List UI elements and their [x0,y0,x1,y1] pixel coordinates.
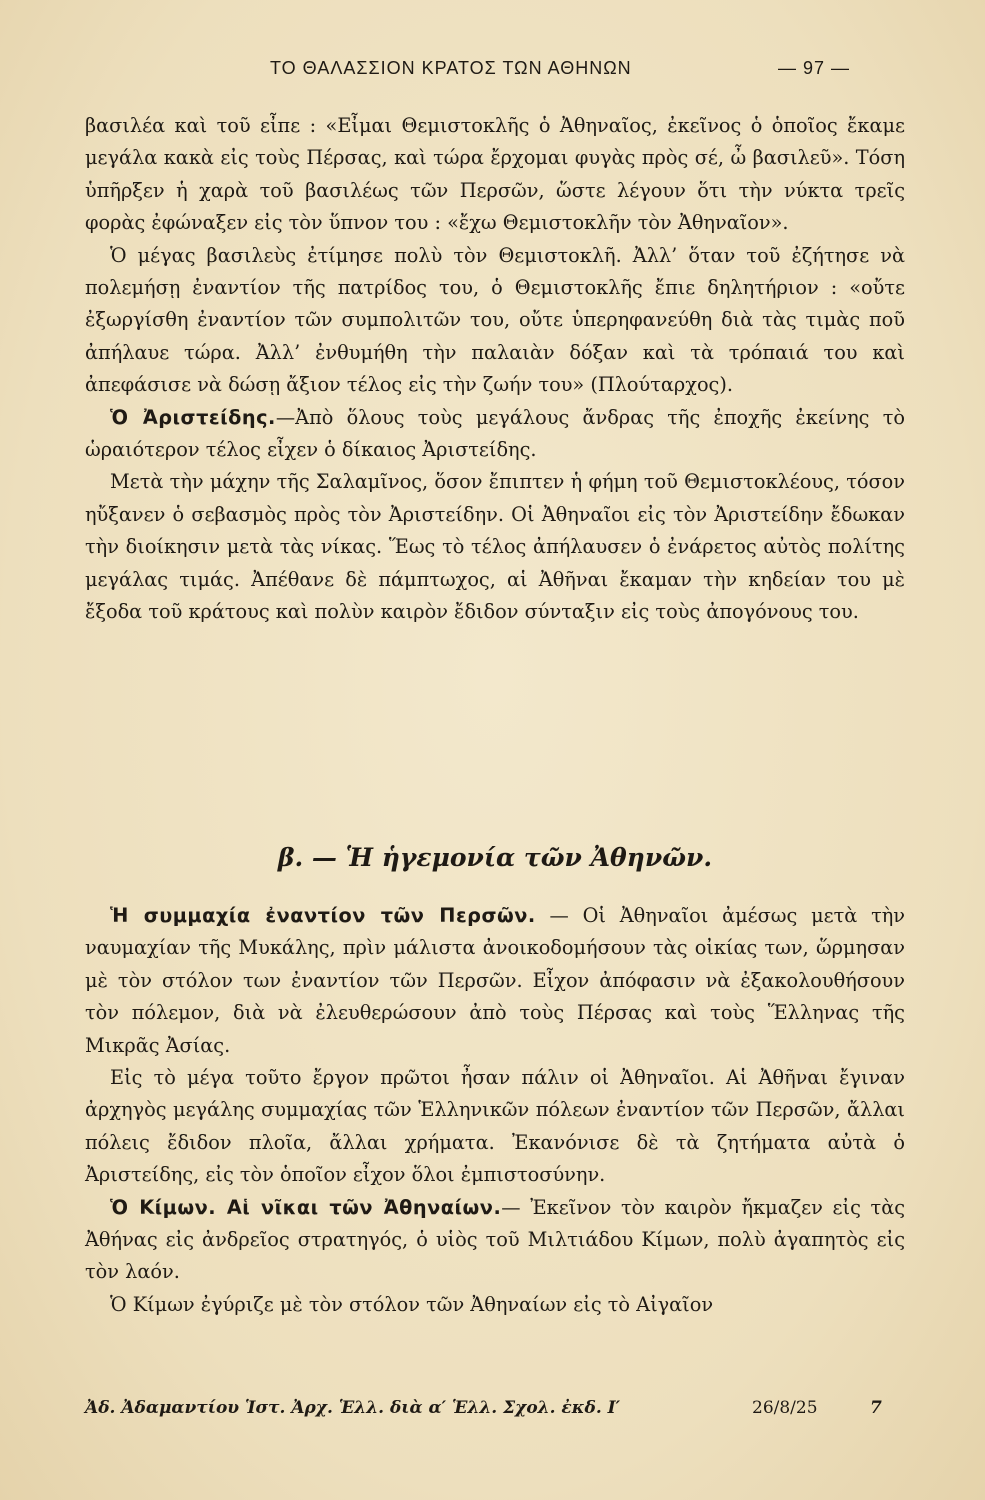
footer-date: 26/8/25 [752,1398,818,1418]
paragraph [85,1192,905,1289]
paragraph-text: — Ἐκεῖνον τὸν καιρὸν ἤκμαζεν εἰς τὰς Ἀθήνας εἰς ἀνδρεῖος στρατηγός, ὁ υἱὸς τοῦ Μιλτιάδου Κίμων, πολὺ ἀγαπητὸς εἰς τὸν λαόν. [85,1195,906,1284]
paragraph [85,1289,905,1321]
paragraph-text: βασιλέα καὶ τοῦ εἶπε : «Εἶμαι Θεμιστοκλῆς ὁ Ἀθηναῖος, ἐκεῖνος ὁ ὁποῖος ἔκαμε μεγάλα κακὰ εἰς τοὺς Πέρσας, καὶ τώρα ἔρχομαι φυγὰς πρὸς σέ, ὦ βασιλεῦ». Τόση ὑπῆρξεν ἡ χαρὰ τοῦ βασιλέως τῶν Περσῶν, ὥστε λέγουν ὅτι τὴν νύκτα τρεῖς φορὰς ἐφώναξεν εἰς τὸν ὕπνον του : «ἔχω Θεμιστοκλῆν τὸν Ἀθηναῖον». [85,114,905,235]
paragraph-lead: Ὁ Ἀριστείδης. [110,405,276,429]
page-number: — 97 — [778,58,851,78]
paragraph [85,402,905,467]
paragraph [85,466,905,628]
paragraph-lead: Ἡ συμμαχία ἐναντίον τῶν Περσῶν. [110,904,536,927]
paragraph [85,110,905,240]
paragraph-text: Εἰς τὸ μέγα τοῦτο ἔργον πρῶτοι ἦσαν πάλιν οἱ Ἀθηναῖοι. Αἱ Ἀθῆναι ἔγιναν ἀρχηγὸς μεγάλης συμμαχίας τῶν Ἑλληνικῶν πόλεων ἐναντίον τῶν Περσῶν, ἄλλαι πόλεις ἔδιδον πλοῖα, ἄλλαι χρήματα. Ἐκανόνισε δὲ τὰ ζητήματα αὐτὰ ὁ Ἀριστείδης, εἰς τὸν ὁποῖον εἶχον ὅλοι ἐμπιστοσύνην. [85,1066,905,1187]
body-text-bottom [85,900,905,1321]
body-text-top [85,110,905,629]
paragraph [85,1062,905,1192]
section-heading: β. — Ἡ ἡγεμονία τῶν Ἀθηνῶν. [277,843,713,872]
paragraph-text: Ὁ μέγας βασιλεὺς ἐτίμησε πολὺ τὸν Θεμιστοκλῆ. Ἀλλ’ ὅταν τοῦ ἐζήτησε νὰ πολεμήσῃ ἐναντίον τῆς πατρίδος του, ὁ Θεμιστοκλῆς ἔπιε δηλητήριον : «οὔτε ἐξωργίσθη ἐναντίον τῶν συμπολιτῶν του, οὔτε ὑπερηφανεύθη διὰ τὰς τιμὰς ποῦ ἀπήλαυε τώρα. Ἀλλ’ ἐνθυμήθη τὴν παλαιὰν δόξαν καὶ τὰ τρόπαιά του καὶ ἀπεφάσισε νὰ δώσῃ ἄξιον τέλος εἰς τὴν ζωήν του» (Πλούταρχος). [85,243,905,397]
paragraph-text: —Ἀπὸ ὅλους τοὺς μεγάλους ἄνδρας τῆς ἐποχῆς ἐκείνης τὸ ὡραιότερον τέλος εἶχεν ὁ δίκαιος Ἀριστείδης. [85,405,905,462]
page-footer [85,1398,905,1424]
paragraph [85,900,905,1062]
header-title: ΤΟ ΘΑΛΑΣΣΙΟΝ ΚΡΑΤΟΣ ΤΩΝ ΑΘΗΝΩΝ [270,58,632,78]
paragraph [85,240,905,402]
footer-signature: 7 [870,1398,882,1418]
paragraph-text: — Οἱ Ἀθηναῖοι ἀμέσως μετὰ τὴν ναυμαχίαν τῆς Μυκάλης, πρὶν μάλιστα ἀνοικοδομήσουν τὰς οἰκίας των, ὥρμησαν μὲ τὸν στόλον των ἐναντίον τῶν Περσῶν. Εἶχον ἀπόφασιν νὰ ἐξακολουθήσουν τὸν πόλεμον, διὰ νὰ ἐλευθερώσουν ἀπὸ τοὺς Πέρσας καὶ τοὺς Ἕλληνας τῆς Μικρᾶς Ἀσίας. [85,904,906,1057]
running-header [270,58,910,88]
paragraph-text: Μετὰ τὴν μάχην τῆς Σαλαμῖνος, ὅσον ἔπιπτεν ἡ φήμη τοῦ Θεμιστοκλέους, τόσον ηὔξανεν ὁ σεβασμὸς πρὸς τὸν Ἀριστείδην. Οἱ Ἀθηναῖοι εἰς τὸν Ἀριστείδην ἔδωκαν τὴν διοίκησιν μετὰ τὰς νίκας. Ἕως τὸ τέλος ἀπήλαυσεν ὁ ἐνάρετος αὐτὸς πολίτης μεγάλας τιμάς. Ἀπέθανε δὲ πάμπτωχος, αἱ Ἀθῆναι ἔκαμαν τὴν κηδείαν του μὲ ἔξοδα τοῦ κράτους καὶ πολὺν καιρὸν ἔδιδον σύνταξιν εἰς τοὺς ἀπογόνους του. [85,470,905,624]
paragraph-text: Ὁ Κίμων ἐγύριζε μὲ τὸν στόλον τῶν Ἀθηναίων εἰς τὸ Αἰγαῖον [110,1292,714,1316]
paragraph-lead: Ὁ Κίμων. Αἱ νῖκαι τῶν Ἀθηναίων. [110,1195,502,1219]
footer-citation: Ἀδ. Ἀδαμαντίου Ἱστ. Ἀρχ. Ἑλλ. διὰ α′ Ἑλλ. Σχολ. ἐκδ. Ι′ [85,1398,621,1418]
